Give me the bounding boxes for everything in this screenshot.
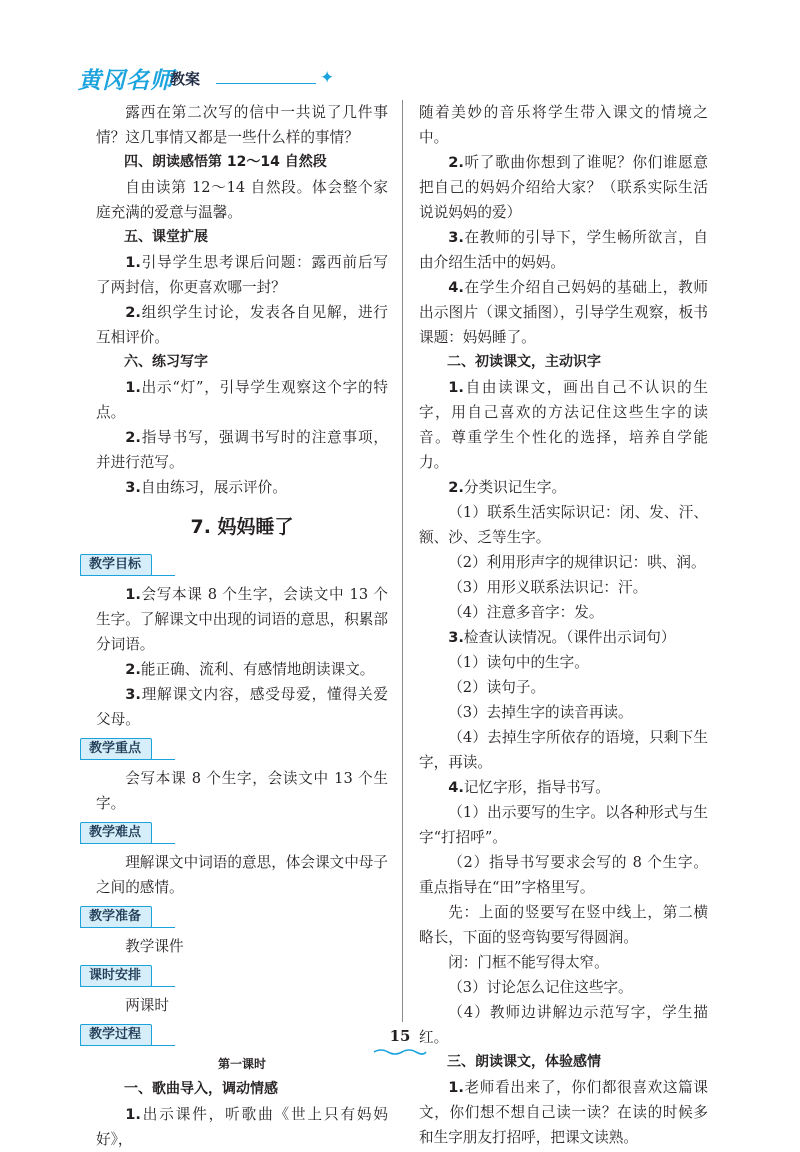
paragraph: 1.老师看出来了，你们都很喜欢这篇课文，你们想不想自己读一读？在读的时候多和生字朋友打招呼，把课文读熟。 [419, 1079, 708, 1146]
section-heading: 二、初读课文，主动识字 [447, 354, 601, 370]
paragraph: （4）注意多音字：发。 [448, 604, 604, 621]
paragraph: 1.引导学生思考课后问题：露西前后写了两封信，你更喜欢哪一封？ [96, 254, 388, 296]
label-preparation: 教学准备 [80, 906, 210, 928]
label-key-points: 教学重点 [80, 738, 210, 760]
paragraph: 3.理解课文内容，感受母爱，懂得关爱父母。 [96, 686, 388, 728]
paragraph: 闭：门框不能写得太窄。 [448, 954, 609, 971]
period-heading: 第一课时 [217, 1057, 266, 1071]
label-schedule: 课时安排 [80, 965, 210, 987]
paragraph: 1.出示“灯”，引导学生观察这个字的特点。 [96, 379, 388, 421]
brand-subtitle: 教案 [170, 70, 201, 88]
paragraph: （1）读句中的生字。 [448, 654, 589, 671]
section-heading: 四、朗读感悟第 12～14 自然段 [124, 154, 327, 170]
paragraph: （4）去掉生字所依存的语境，只剩下生字，再读。 [419, 729, 708, 771]
paragraph: 露西在第二次写的信中一共说了几件事情？这几事情又都是一些什么样的事情？ [96, 104, 388, 146]
paragraph: （3）用形义联系法识记：汗。 [448, 579, 648, 596]
paragraph: 2.组织学生讨论，发表各自见解，进行互相评价。 [96, 304, 388, 346]
brand-logo: 黄冈名师 [78, 68, 174, 94]
paragraph: 会写本课 8 个生字，会读文中 13 个生字。 [96, 770, 388, 812]
paragraph: 4.记忆字形，指导书写。 [448, 779, 610, 796]
paragraph: （1）出示要写的生字。以各种形式与生字“打招呼”。 [419, 804, 708, 846]
page-number: 15 [389, 1027, 411, 1045]
paragraph: 两课时 [125, 997, 169, 1014]
paragraph: （2）读句子。 [448, 679, 546, 696]
paragraph: 3.检查认读情况。（课件出示词句） [448, 629, 676, 646]
section-heading: 一、歌曲导入，调动情感 [124, 1081, 278, 1097]
paragraph: 教学课件 [125, 938, 184, 955]
paragraph: 2.分类识记生字。 [448, 479, 567, 496]
paragraph: 3.在教师的引导下，学生畅所欲言，自由介绍生活中的妈妈。 [419, 229, 708, 271]
paragraph: 理解课文中词语的意思，体会课文中母子之间的感情。 [96, 854, 388, 896]
paragraph: 3.自由练习，展示评价。 [125, 479, 287, 496]
paragraph: 2.能正确、流利、有感情地朗读课文。 [125, 661, 375, 678]
paragraph: （1）联系生活实际识记：闭、发、汗、额、沙、乏等生字。 [419, 504, 708, 546]
paragraph: 先：上面的竖要写在竖中线上，第二横略长，下面的竖弯钩要写得圆润。 [419, 904, 708, 946]
paragraph: （2）利用形声字的规律识记：哄、润。 [448, 554, 706, 571]
page-header [78, 62, 338, 98]
left-column [89, 100, 388, 1152]
paragraph: （3）讨论怎么记住这些字。 [448, 979, 633, 996]
label-difficulties: 教学难点 [80, 822, 210, 844]
lesson-title: 7. 妈妈睡了 [190, 516, 294, 538]
paragraph: （4）教师边讲解边示范写字，学生描红。 [419, 1004, 708, 1046]
paragraph: 1.出示课件，听歌曲《世上只有妈妈好》， [96, 1106, 388, 1148]
paragraph: 2.指导书写，强调书写时的注意事项，并进行范写。 [96, 429, 388, 471]
section-heading: 六、练习写字 [124, 354, 208, 370]
paragraph: 1.自由读课文，画出自己不认识的生字，用自己喜欢的方法记住这些生字的读音。尊重学生个性化的选择，培养自学能力。 [419, 379, 708, 471]
page-footer [0, 1026, 800, 1045]
paragraph: 2.听了歌曲你想到了谁呢？你们谁愿意把自己的妈妈介绍给大家？（联系实际生活说说妈妈的爱） [419, 154, 708, 221]
wave-ornament-icon [372, 1048, 428, 1056]
sparkle-icon: ✦ [320, 68, 335, 88]
paragraph: 自由读第 12～14 自然段。体会整个家庭充满的爱意与温馨。 [96, 179, 388, 221]
paragraph: 1.会写本课 8 个生字，会读文中 13 个生字。了解课文中出现的词语的意思，积累部分词语。 [96, 586, 388, 653]
section-heading: 三、朗读课文，体验感情 [447, 1054, 601, 1070]
label-process: 教学过程 [80, 1024, 210, 1046]
column-divider [402, 100, 403, 1022]
section-heading: 五、课堂扩展 [124, 229, 208, 245]
right-column [419, 100, 708, 1150]
paragraph: （2）指导书写要求会写的 8 个生字。重点指导在“田”字格里写。 [419, 854, 708, 896]
label-teaching-goals: 教学目标 [80, 554, 210, 576]
paragraph: （3）去掉生字的读音再读。 [448, 704, 633, 721]
paragraph: 随着美妙的音乐将学生带入课文的情境之中。 [419, 104, 708, 146]
paragraph: 4.在学生介绍自己妈妈的基础上，教师出示图片（课文插图），引导学生观察，板书课题：妈妈睡了。 [419, 279, 708, 346]
header-rule [216, 83, 316, 84]
